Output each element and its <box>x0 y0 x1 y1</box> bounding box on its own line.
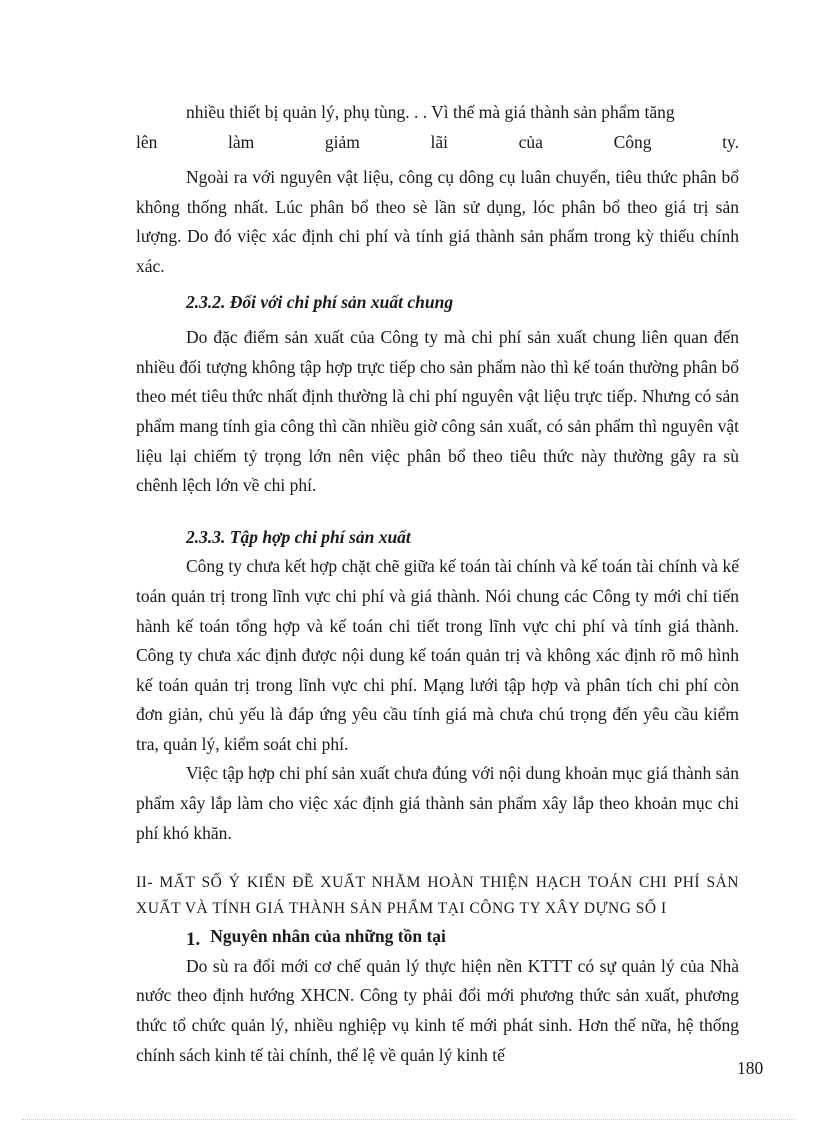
paragraph-cost-aggregation: Công ty chưa kết hợp chặt chẽ giữa kế toán tài chính và kế toán tài chính và kế toán quản trị trong lĩnh vực chi phí và giá thành. Nói chung các Công ty mới chỉ tiến hành kế toán tổng hợp và kế toán chi tiết trong lĩnh vực chi phí và tính giá thành. Công ty chưa xác định được nội dung kế toán quản trị và không xác định rõ mô hình kế toán quản trị trong lĩnh vực chi phí. Mạng lưới tập hợp và phân tích chi phí còn đơn giản, chủ yếu là đáp ứng yêu cầu tính giá mà chưa chú trọng đến yêu cầu kiểm tra, quản lý, kiểm soát chi phí. <box>136 556 739 754</box>
paragraph-overhead-costs: Do đặc điểm sản xuất của Công ty mà chi phí sản xuất chung liên quan đến nhiều đối tượng không tập hợp trực tiếp cho sản phẩm nào thì kế toán thường phân bổ theo mét tiêu thức nhất định thường là chi phí nguyên vật liệu trực tiếp. Nhưng có sản phẩm mang tính gia công thì cần nhiều giờ công sản xuất, có sản phẩm thì nguyên vật liệu lại chiếm tỷ trọng lớn nên việc phân bổ theo tiêu thức này thường gây ra sù chênh lệch lớn về chi phí. <box>136 327 739 496</box>
page-number: 180 <box>737 1058 764 1078</box>
heading-number: 1. <box>186 929 201 951</box>
paragraph-cost-items: Việc tập hợp chi phí sản xuất chưa đúng với nội dung khoản mục giá thành sản phẩm xây lắp làm cho việc xác định giá thành sản phẩm xây lắp theo khoản mục chi phí khó khăn. <box>136 763 739 843</box>
heading-text: Nguyên nhân của những tồn tại <box>210 926 446 947</box>
subheading-2-3-3: 2.3.3. Tập hợp chi phí sản xuất <box>186 526 411 547</box>
paragraph-materials: Ngoài ra với nguyên vật liệu, công cụ dông cụ luân chuyển, tiêu thức phân bổ không thống nhất. Lúc phân bổ theo sè lần sử dụng, lóc phân bổ theo giá trị sản lượng. Do đó việc xác định chi phí và tính giá thành sản phẩm trong kỳ thiếu chính xác. <box>136 167 739 276</box>
word: làm <box>228 131 255 152</box>
paragraph-continuation-line-1: nhiều thiết bị quản lý, phụ tùng. . . Vì thế mà giá thành sản phẩm tăng <box>186 102 675 122</box>
word: Công <box>613 131 652 152</box>
document-page <box>136 98 739 1070</box>
word: giảm <box>324 131 360 152</box>
paragraph-causes: Do sù ra đổi mới cơ chế quản lý thực hiện nền KTTT có sự quản lý của Nhà nước theo định hướng XHCN. Công ty phải đổi mới phương thức sản xuất, phương thức tổ chức quản lý, nhiều nghiệp vụ kinh tế mới phát sinh. Hơn thế nữa, hệ thống chính sách kinh tế tài chính, thể lệ về quản lý kinh tế <box>136 955 739 1065</box>
word: lên <box>136 131 158 152</box>
word: ty. <box>722 131 739 152</box>
subheading-2-3-2: 2.3.2. Đối với chi phí sản xuất chung <box>186 291 454 312</box>
numbered-heading-causes <box>136 922 739 952</box>
section-heading-ii: II- MẤT SỐ Ý KIẾN ĐỀ XUẤT NHẰM HOÀN THIỆN HẠCH TOÁN CHI PHÍ SẢN XUẤT VÀ TÍNH GIÁ THÀNH SẢN PHẨM TẠI CÔNG TY XÂY DỰNG SỐ I <box>136 874 739 918</box>
paragraph-continuation-line-2 <box>136 128 739 158</box>
word: lãi <box>430 131 449 152</box>
word: của <box>518 131 543 152</box>
page-bottom-divider <box>22 1119 794 1120</box>
